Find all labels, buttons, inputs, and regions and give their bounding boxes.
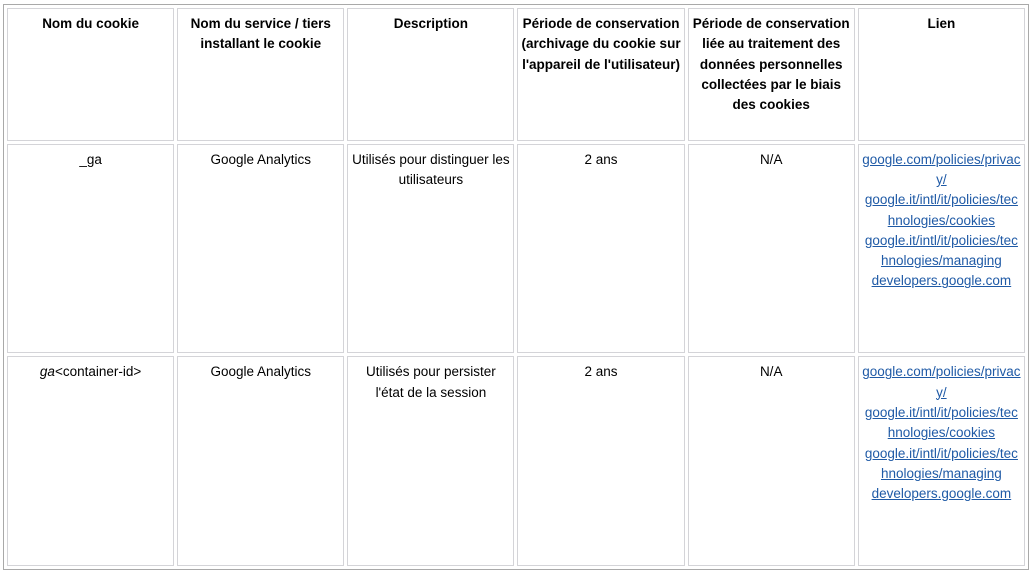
privacy-policy-link[interactable]: google.com/policies/privacy/ (862, 151, 1021, 187)
header-cookie-name: Nom du cookie (7, 8, 174, 141)
cell-service: Google Analytics (177, 356, 344, 566)
header-service: Nom du service / tiers installant le cookie (177, 8, 344, 141)
cell-retention-device: 2 ans (517, 144, 684, 354)
cell-retention-data: N/A (688, 356, 855, 566)
table-row (7, 356, 1025, 566)
privacy-policy-link[interactable]: google.com/policies/privacy/ (862, 364, 1021, 400)
managing-cookies-link[interactable]: google.it/intl/it/policies/technologies/managing (864, 445, 1018, 481)
cookie-table-frame (3, 4, 1029, 570)
managing-cookies-link[interactable]: google.it/intl/it/policies/technologies/managing (864, 232, 1018, 269)
cell-links (858, 356, 1025, 566)
cell-retention-data: N/A (688, 144, 855, 354)
cookies-policy-link[interactable]: google.it/intl/it/policies/technologies/cookies (864, 404, 1018, 441)
cookie-table (4, 5, 1028, 569)
cookie-name: _ga (79, 151, 102, 167)
cell-description: Utilisés pour persister l'état de la session (347, 356, 514, 566)
cookie-name: <container-id> (54, 364, 142, 380)
table-row (7, 144, 1025, 354)
cell-cookie-name (7, 144, 174, 354)
developers-link[interactable]: developers.google.com (871, 486, 1012, 502)
header-retention-device: Période de conservation (archivage du cookie sur l'appareil de l'utilisateur) (517, 8, 684, 141)
cell-description: Utilisés pour distinguer les utilisateurs (347, 144, 514, 354)
header-description: Description (347, 8, 514, 141)
cookies-policy-link[interactable]: google.it/intl/it/policies/technologies/cookies (864, 192, 1018, 228)
cookie-name-prefix: ga (39, 364, 55, 380)
developers-link[interactable]: developers.google.com (871, 273, 1012, 289)
table-header-row (7, 8, 1025, 141)
cell-retention-device: 2 ans (517, 356, 684, 566)
cell-service: Google Analytics (177, 144, 344, 354)
header-retention-data: Période de conservation liée au traitement des données personnelles collectées par le biais des cookies (688, 8, 855, 141)
cell-links (858, 144, 1025, 354)
cell-cookie-name (7, 356, 174, 566)
header-link: Lien (858, 8, 1025, 141)
